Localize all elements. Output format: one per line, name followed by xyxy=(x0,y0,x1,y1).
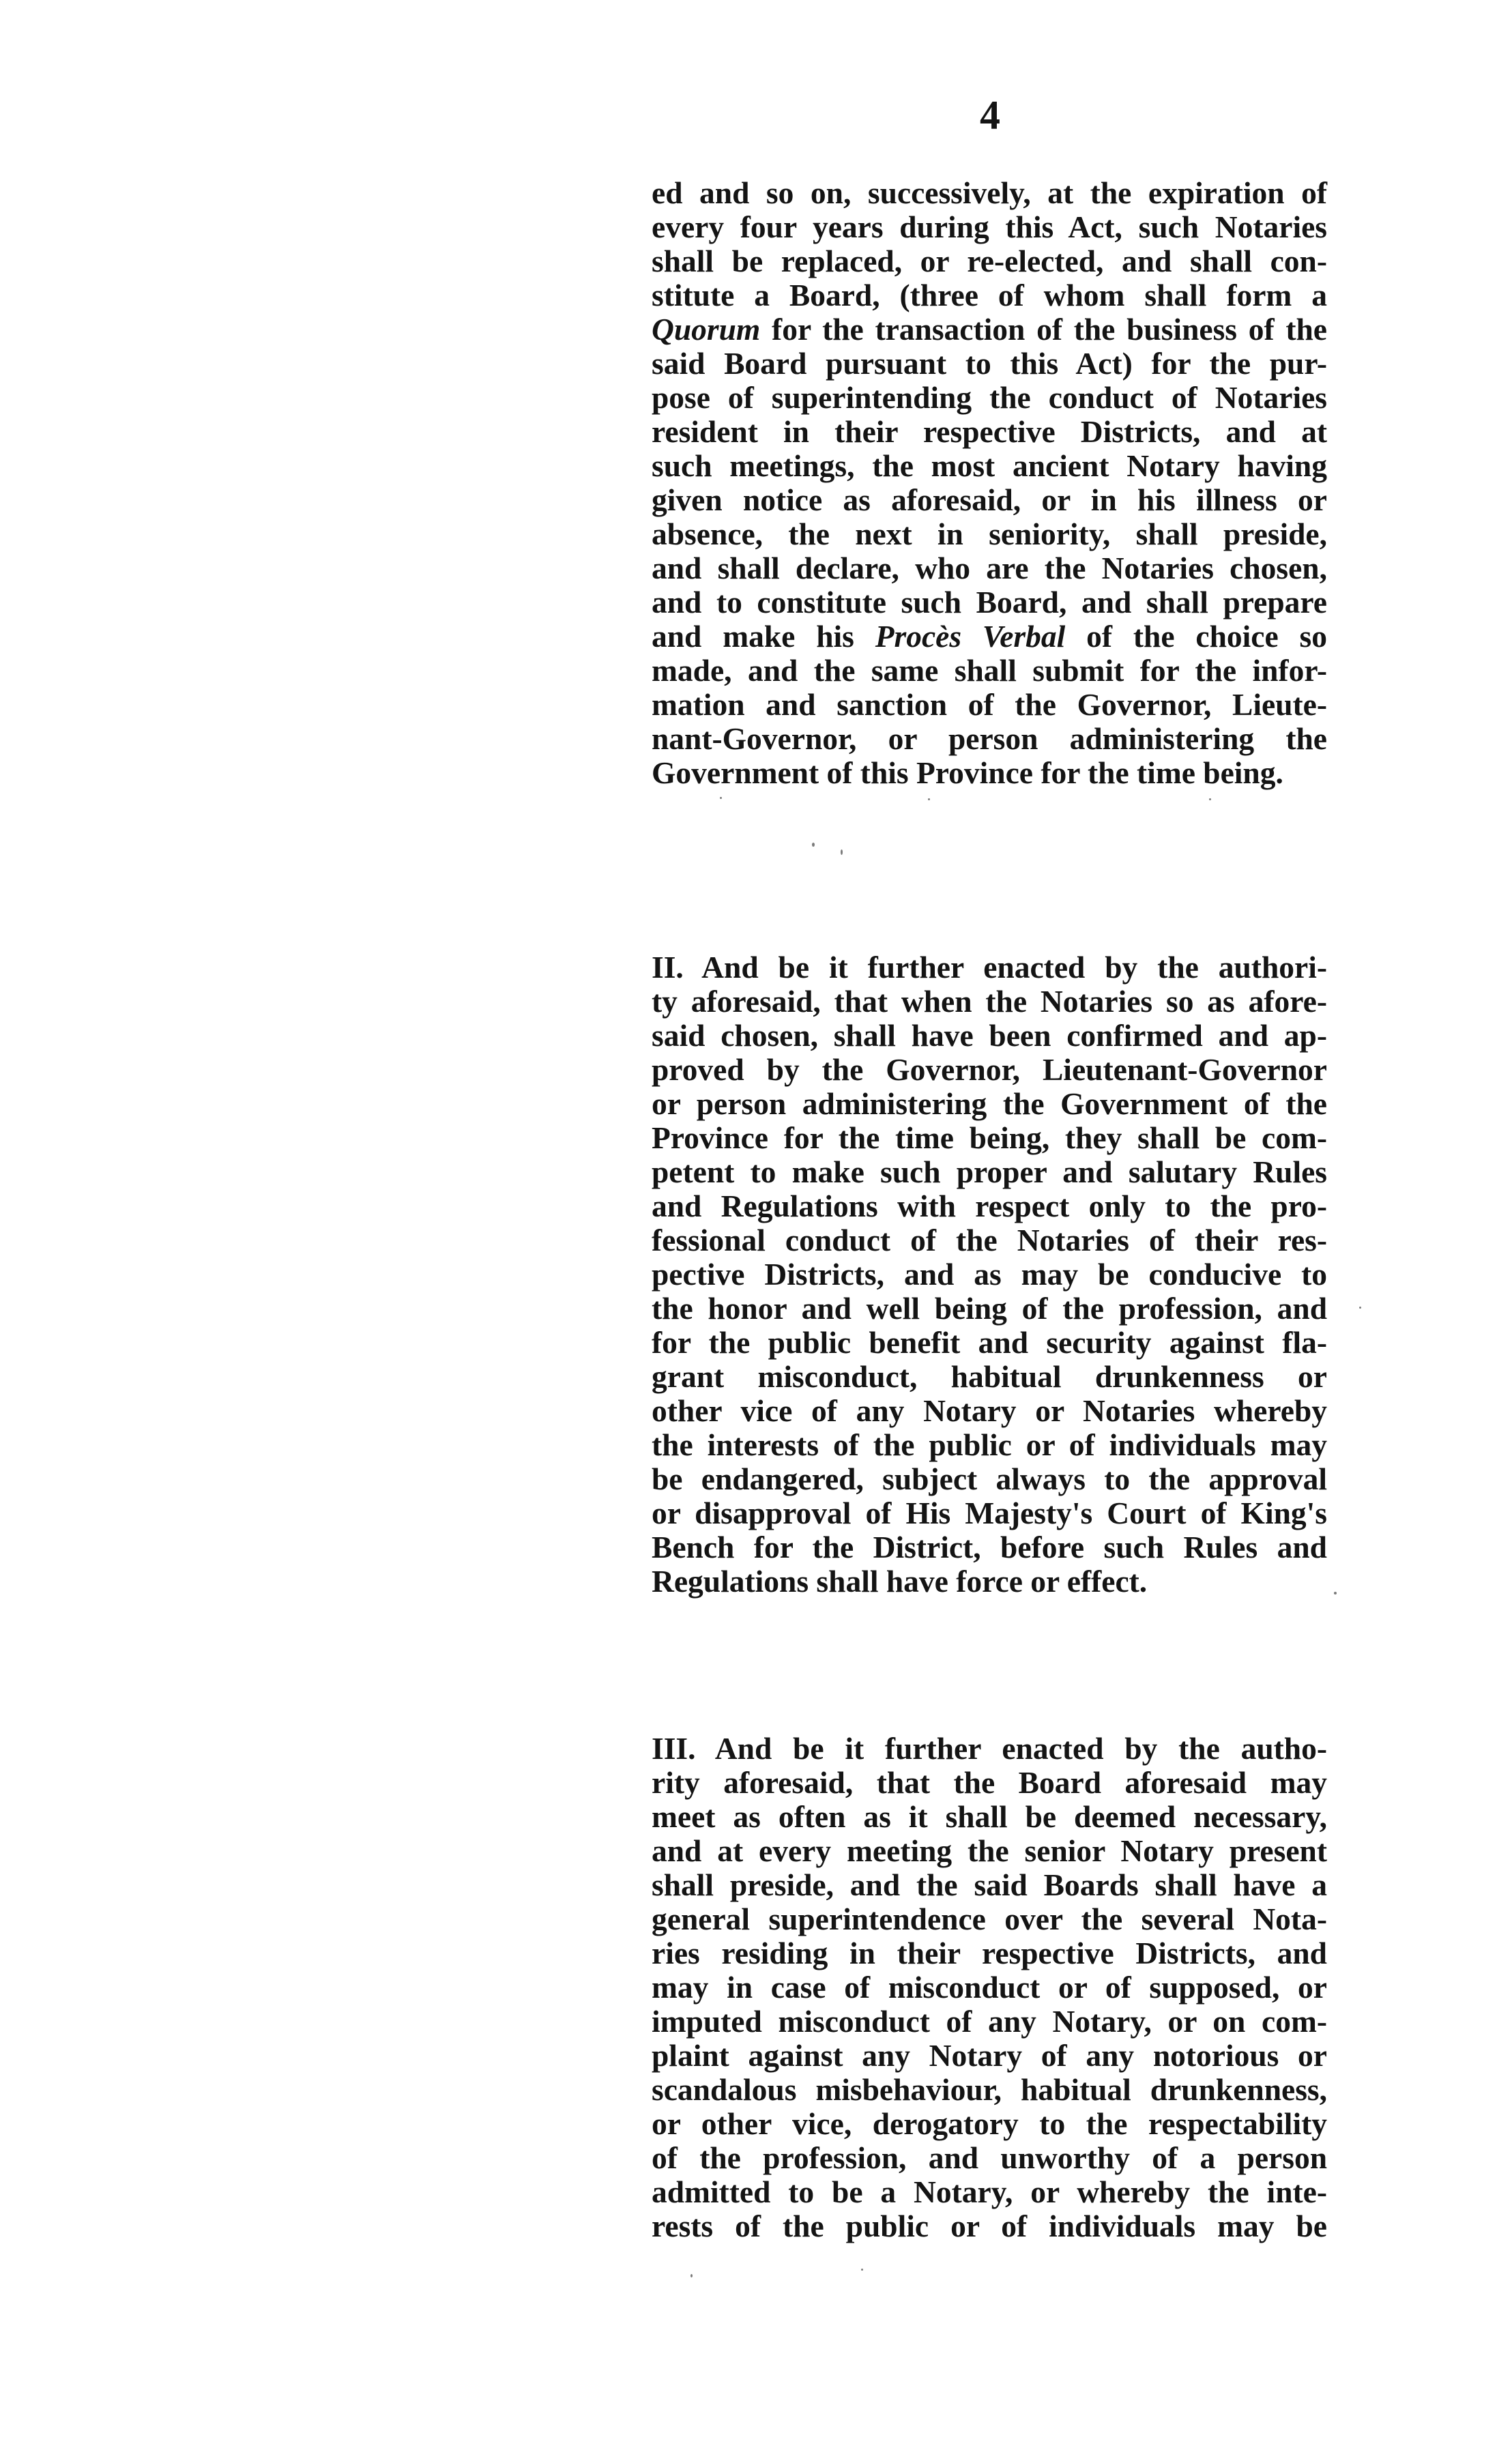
paragraph-section-2 xyxy=(652,950,1327,1599)
text-line: rests of the public or of individuals may be xyxy=(652,2209,1327,2243)
scan-speck xyxy=(1209,798,1211,800)
text-line: ries residing in their respective Districts, and xyxy=(652,1936,1327,1970)
text-line: or person administering the Government of the xyxy=(652,1086,1327,1121)
text-line: Government of this Province for the time being. xyxy=(652,755,1283,790)
text-line: shall be replaced, or re-elected, and shall con- xyxy=(652,244,1327,278)
page-number: 4 xyxy=(980,93,1000,138)
scan-speck xyxy=(841,849,843,855)
scan-speck xyxy=(812,843,815,847)
text-line: absence, the next in seniority, shall preside, xyxy=(652,516,1327,551)
text-line: and to constitute such Board, and shall prepare xyxy=(652,585,1327,620)
text-line: said chosen, shall have been confirmed and ap- xyxy=(652,1018,1327,1053)
italic-term: Procès Verbal xyxy=(875,619,1066,654)
text-line: proved by the Governor, Lieutenant-Governor xyxy=(652,1052,1327,1087)
text-line: pective Districts, and as may be conducive to xyxy=(652,1257,1327,1292)
text-line: plaint against any Notary of any notorious or xyxy=(652,2038,1327,2073)
scan-speck xyxy=(1334,1592,1337,1594)
text-line: and make his Procès Verbal of the choice so xyxy=(652,619,1328,654)
text-line: such meetings, the most ancient Notary having xyxy=(652,448,1327,483)
text-line: be endangered, subject always to the approval xyxy=(652,1461,1327,1496)
text-line: Regulations shall have force or effect. xyxy=(652,1564,1148,1599)
text-line: nant-Governor, or person administering the xyxy=(652,721,1327,756)
scan-speck xyxy=(861,2269,863,2271)
text-line: said Board pursuant to this Act) for the pur- xyxy=(652,346,1327,381)
text-line: of the profession, and unworthy of a person xyxy=(652,2140,1327,2175)
text-line: shall preside, and the said Boards shall have a xyxy=(652,1867,1327,1902)
scan-speck xyxy=(1359,1307,1361,1309)
text-line: mation and sanction of the Governor, Lieute- xyxy=(652,687,1327,722)
text-line: the honor and well being of the profession, and xyxy=(652,1291,1327,1326)
text-line: III. And be it further enacted by the autho- xyxy=(652,1731,1327,1766)
text-line: for the public benefit and security against fla- xyxy=(652,1325,1327,1360)
text-line: petent to make such proper and salutary Rules xyxy=(652,1154,1327,1189)
text-line: Province for the time being, they shall be com- xyxy=(652,1120,1327,1155)
italic-term: Quorum xyxy=(652,312,761,347)
text-line: ty aforesaid, that when the Notaries so as afore- xyxy=(652,984,1327,1019)
text-line: or disapproval of His Majesty's Court of King's xyxy=(652,1496,1327,1530)
text-line: pose of superintending the conduct of Notaries xyxy=(652,380,1327,415)
scan-speck xyxy=(720,797,722,799)
text-line: other vice of any Notary or Notaries whereby xyxy=(652,1393,1327,1428)
paragraph-continuation xyxy=(652,176,1327,790)
text-line: may in case of misconduct or of supposed, or xyxy=(652,1970,1327,2005)
text-line: imputed misconduct of any Notary, or on com- xyxy=(652,2004,1327,2039)
text-line: the interests of the public or of individuals may xyxy=(652,1427,1327,1462)
text-line: or other vice, derogatory to the respectability xyxy=(652,2106,1327,2141)
paragraph-section-3 xyxy=(652,1732,1327,2243)
text-line: and shall declare, who are the Notaries chosen, xyxy=(652,551,1327,585)
scan-speck xyxy=(690,2274,693,2277)
text-line: given notice as aforesaid, or in his illness or xyxy=(652,482,1327,517)
text-line: II. And be it further enacted by the authori- xyxy=(652,950,1327,985)
text-line: resident in their respective Districts, and at xyxy=(652,414,1327,449)
text-line: Bench for the District, before such Rules and xyxy=(652,1530,1327,1564)
text-line: Quorum for the transaction of the business of the xyxy=(652,312,1327,347)
text-line: grant misconduct, habitual drunkenness or xyxy=(652,1359,1327,1394)
text-line: and Regulations with respect only to the pro- xyxy=(652,1189,1327,1223)
text-line: admitted to be a Notary, or whereby the inte- xyxy=(652,2174,1327,2209)
text-line: fessional conduct of the Notaries of their res- xyxy=(652,1223,1327,1257)
text-line: general superintendence over the several Nota- xyxy=(652,1902,1327,1936)
text-line: scandalous misbehaviour, habitual drunkenness, xyxy=(652,2072,1327,2107)
text-line: stitute a Board, (three of whom shall form a xyxy=(652,278,1327,312)
text-line: every four years during this Act, such Notaries xyxy=(652,209,1327,244)
text-line: rity aforesaid, that the Board aforesaid may xyxy=(652,1765,1327,1800)
text-line: meet as often as it shall be deemed necessary, xyxy=(652,1799,1327,1834)
text-line: made, and the same shall submit for the infor- xyxy=(652,653,1327,688)
text-line: and at every meeting the senior Notary present xyxy=(652,1833,1327,1868)
text-line: ed and so on, successively, at the expiration of xyxy=(652,175,1327,210)
scan-speck xyxy=(928,798,930,800)
